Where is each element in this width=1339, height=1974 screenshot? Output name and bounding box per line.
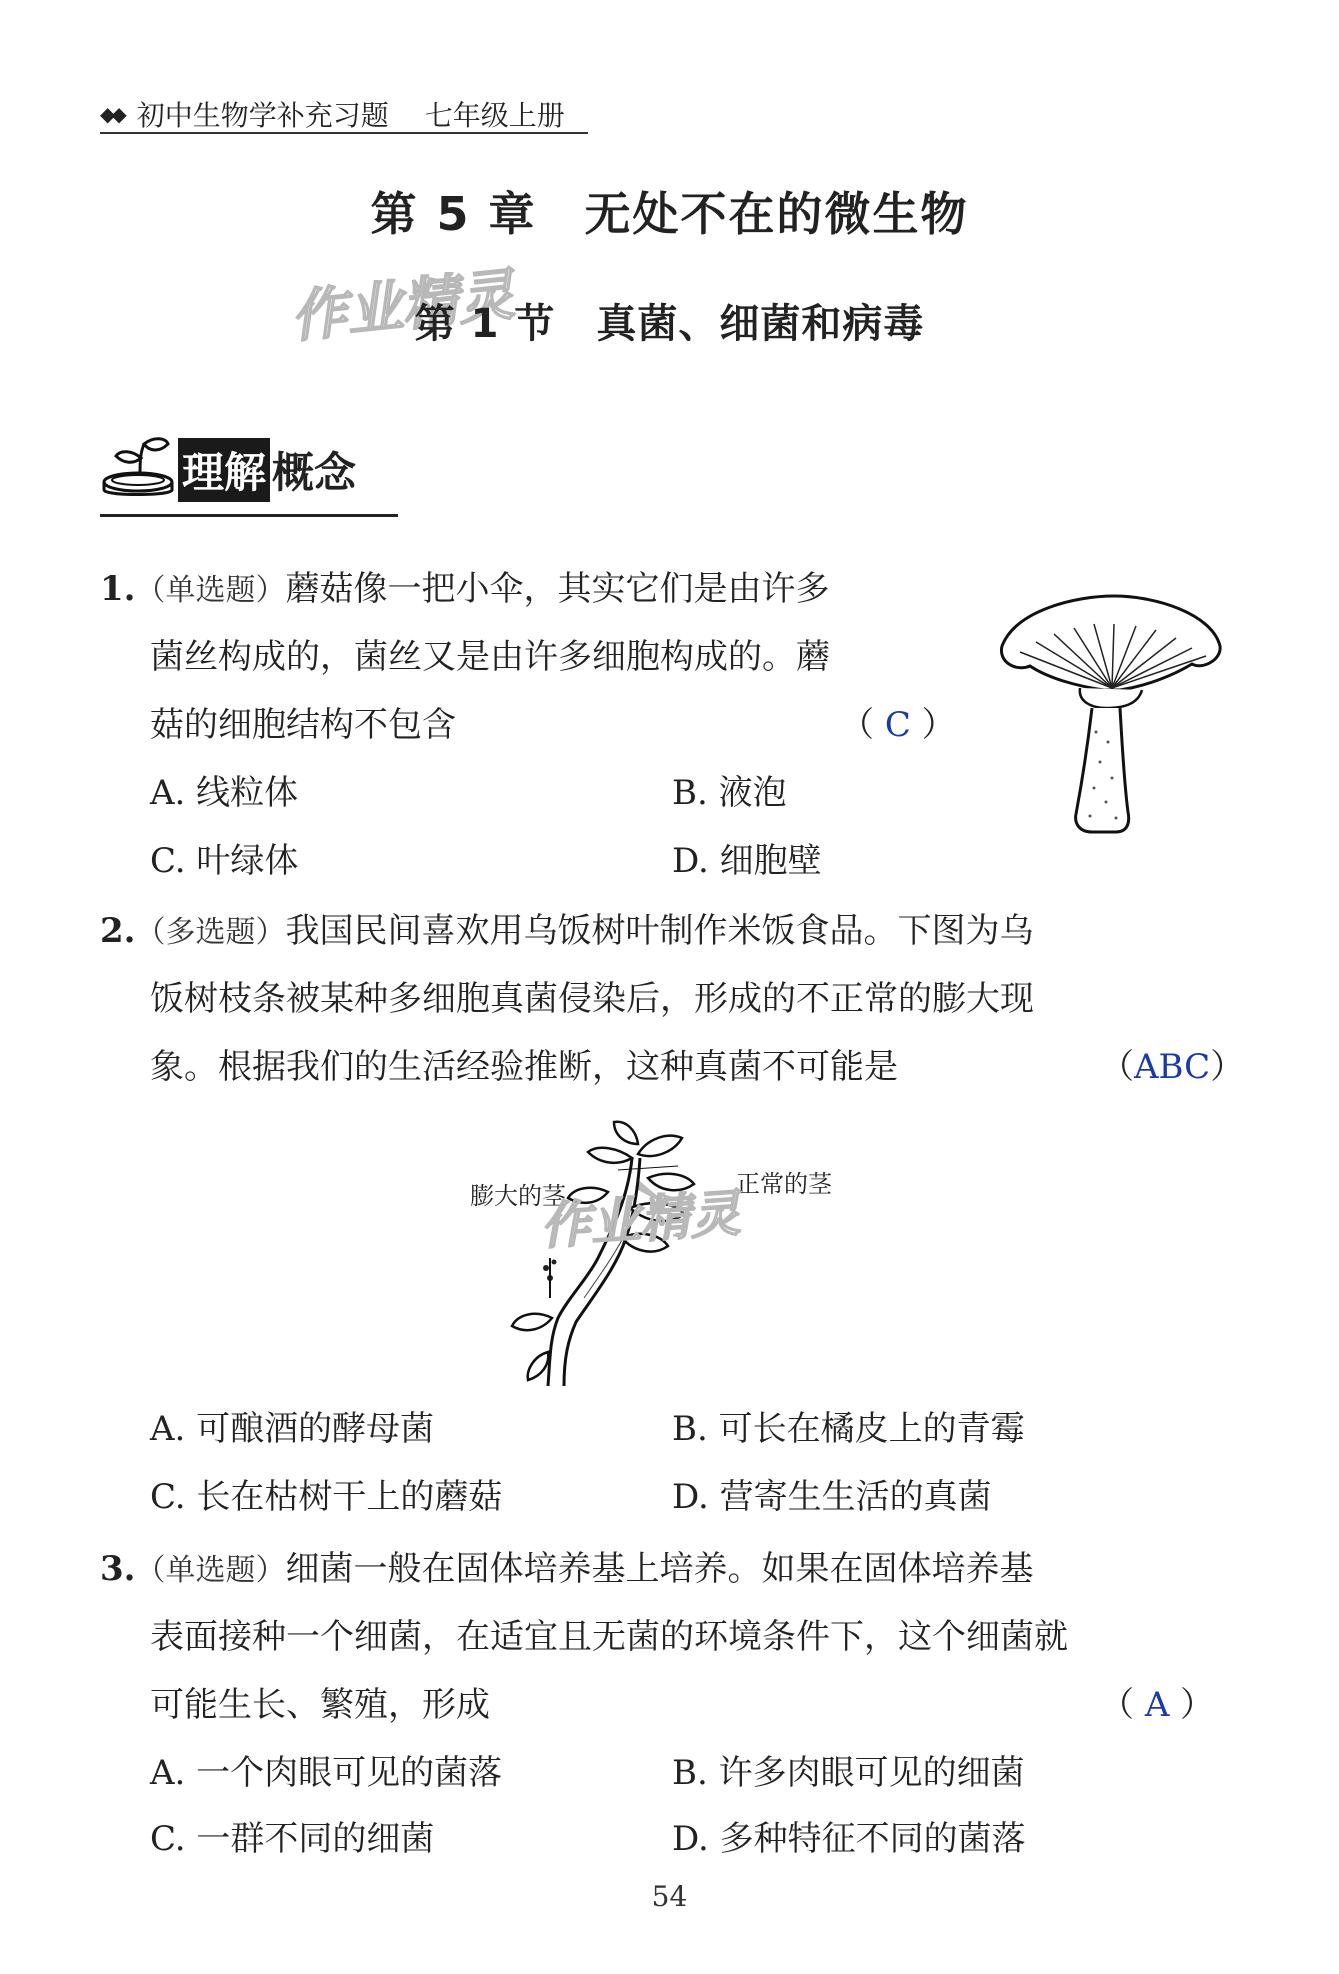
question-number: 1. <box>100 569 136 609</box>
option-a: A. 一个肉眼可见的菌落 <box>150 1753 503 1793</box>
diamond-icon: ◆◆ <box>100 102 123 126</box>
option-d: D. 细胞壁 <box>672 841 822 881</box>
question-number: 2. <box>100 911 136 951</box>
option-a: A. 线粒体 <box>150 773 299 813</box>
option-a: A. 可酿酒的酵母菌 <box>150 1409 435 1449</box>
option-d: D. 营寄生生活的真菌 <box>672 1477 992 1517</box>
question-type: （多选题） <box>135 915 286 950</box>
book-title: 初中生物学补充习题 <box>136 99 389 132</box>
chapter-title: 第 5 章 无处不在的微生物 <box>370 187 969 241</box>
answer-text: A <box>1144 1685 1170 1725</box>
option-b: B. 许多肉眼可见的细菌 <box>672 1753 1025 1793</box>
option-c: C. 一群不同的细菌 <box>150 1819 435 1859</box>
running-header <box>100 94 565 134</box>
option-d: D. 多种特征不同的菌落 <box>672 1819 1026 1859</box>
option-c: C. 长在枯树干上的蘑菇 <box>150 1477 503 1517</box>
grade-label: 七年级上册 <box>424 99 565 132</box>
question-line <box>100 911 1034 951</box>
answer-text: ABC <box>1134 1047 1211 1087</box>
label-swollen-stem: 膨大的茎 <box>470 1182 566 1210</box>
question-number: 3. <box>100 1549 136 1589</box>
label-normal-stem: 正常的茎 <box>736 1170 832 1198</box>
page-number: 54 <box>651 1880 688 1913</box>
option-c: C. 叶绿体 <box>150 841 299 881</box>
question-line <box>100 1549 1034 1589</box>
question-line: 表面接种一个细菌，在适宜且无菌的环境条件下，这个细菌就 <box>150 1617 1068 1657</box>
answer-bracket: （ABC） <box>1100 1047 1245 1087</box>
question-text: 我国民间喜欢用乌饭树叶制作米饭食品。下图为乌 <box>285 911 1034 951</box>
question-line: 象。根据我们的生活经验推断，这种真菌不可能是 <box>150 1047 898 1087</box>
badge-rule <box>100 514 398 517</box>
question-type: （单选题） <box>135 1553 286 1588</box>
answer-bracket: （ C ） <box>840 705 956 745</box>
question-line: 菇的细胞结构不包含 <box>150 705 456 745</box>
section-badge <box>100 432 356 508</box>
question-line: 菌丝构成的，菌丝又是由许多细胞构成的。蘑 <box>150 637 830 677</box>
question-text: 蘑菇像一把小伞，其实它们是由许多 <box>285 569 830 609</box>
answer-text: C <box>884 705 911 745</box>
answer-bracket: （ A ） <box>1100 1685 1215 1725</box>
petri-dish-sprout-icon <box>100 432 176 508</box>
option-b: B. 液泡 <box>672 773 787 813</box>
watermark: 作业精灵 <box>538 1184 743 1256</box>
question-text: 细菌一般在固体培养基上培养。如果在固体培养基 <box>285 1549 1034 1589</box>
question-line: 饭树枝条被某种多细胞真菌侵染后，形成的不正常的膨大现 <box>150 979 1034 1019</box>
mushroom-illustration <box>996 592 1226 842</box>
question-type: （单选题） <box>135 573 286 608</box>
badge-highlight: 理解 <box>178 438 270 502</box>
watermark: 作业精灵 <box>287 262 518 351</box>
header-rule <box>100 132 588 134</box>
option-b: B. 可长在橘皮上的青霉 <box>672 1409 1025 1449</box>
question-line: 可能生长、繁殖，形成 <box>150 1685 490 1725</box>
badge-text: 概念 <box>272 448 357 497</box>
question-line <box>100 569 830 609</box>
section-title: 第 1 节 真菌、细菌和病毒 <box>414 301 925 347</box>
